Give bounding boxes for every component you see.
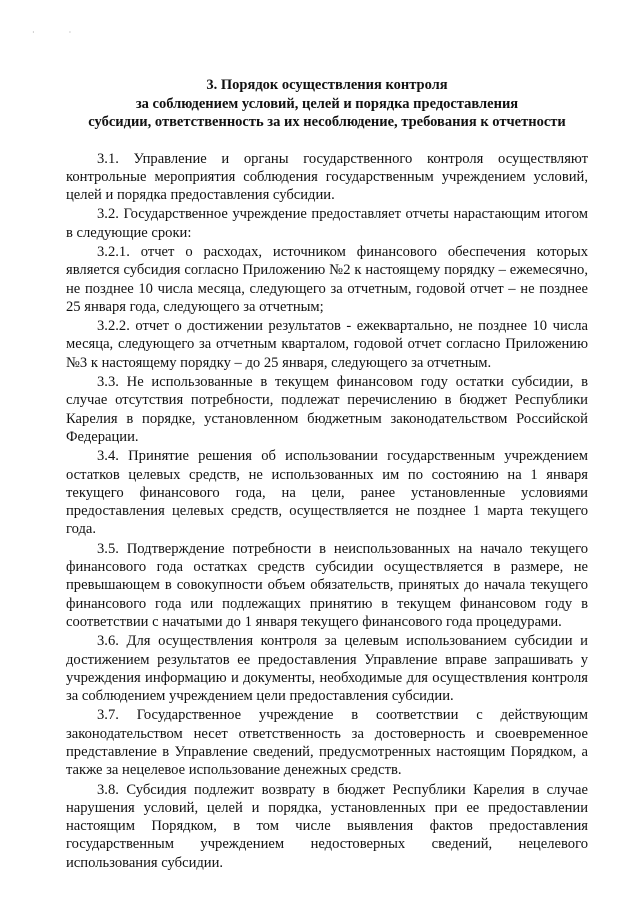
scan-corner-marks: · · [32,28,88,37]
paragraph-3-2-2: 3.2.2. отчет о достижении результатов - ежеквартально, не позднее 10 числа месяца, следующего за отчетным кварталом, годовой отчет согласно Приложению №3 к настоящему порядку – до 25 января, следующего за отчетным. [66,318,588,371]
paragraph-3-2: 3.2. Государственное учреждение предоставляет отчеты нарастающим итогом в следующие сроки: [66,206,588,241]
heading-line-2: за соблюдением условий, целей и порядка предоставления [135,95,519,112]
heading-line-3: субсидии, ответственность за их несоблюдение, требования к отчетности [88,114,566,130]
paragraph-3-1: 3.1. Управление и органы государственного контроля осуществляют контрольные мероприятия соблюдения государственным учреждением условий, целей и порядка предоставления субсидии. [66,150,588,204]
paragraph-3-7: 3.7. Государственное учреждение в соответствии с действующим законодательством несет ответственность за достоверность и своевременное представление в Управление сведений, предусмотренных настоящим Порядком, а также за нецелевое использование денежных средств. [66,707,588,779]
paragraph-3-4: 3.4. Принятие решения об использовании государственным учреждением остатков целевых средств, не использованных им по состоянию на 1 января текущего финансового года, на цели, ранее установленные условиями предоставления целевых средств, осуществляется не позднее 1 марта текущего года. [66,448,588,538]
section-heading [66,76,588,132]
paragraph-3-3: 3.3. Не использованные в текущем финансовом году остатки субсидии, в случае отсутствия потребности, подлежат перечислению в бюджет Республики Карелия в порядке, установленном бюджетным законодательством Российской Федерации. [66,374,588,445]
section-body [66,150,588,873]
document-page [66,0,588,872]
paragraph-3-8: 3.8. Субсидия подлежит возврату в бюджет Республики Карелия в случае нарушения условий, целей и порядка, установленных при ее предоставлении настоящим Порядком, в том числе выявления фактов предоставления государственным учреждением недостоверных сведений, нецелевого использования субсидии. [66,781,588,871]
paragraph-3-6: 3.6. Для осуществления контроля за целевым использованием субсидии и достижением результатов ее предоставления Управление вправе запрашивать у учреждения информацию и документы, необходимые для осуществления контроля за соблюдением учреждением цели предоставления субсидии. [66,633,588,705]
paragraph-3-5: 3.5. Подтверждение потребности в неиспользованных на начало текущего финансового года остатках средств субсидии осуществляется в размере, не превышающем в совокупности объем обязательств, принятых до начала текущего финансового года или подлежащих принятию в текущем финансовом году в соответствии с начатыми до 1 января текущего финансового года процедурами. [66,540,588,630]
heading-line-1: 3. Порядок осуществления контроля [206,77,448,93]
paragraph-3-2-1: 3.2.1. отчет о расходах, источником финансового обеспечения которых является субсидия согласно Приложению №2 к настоящему порядку – ежемесячно, не позднее 10 числа месяца, следующего за отчетным, годовой отчет – не позднее 25 января года, следующего за отчетным; [66,243,588,315]
